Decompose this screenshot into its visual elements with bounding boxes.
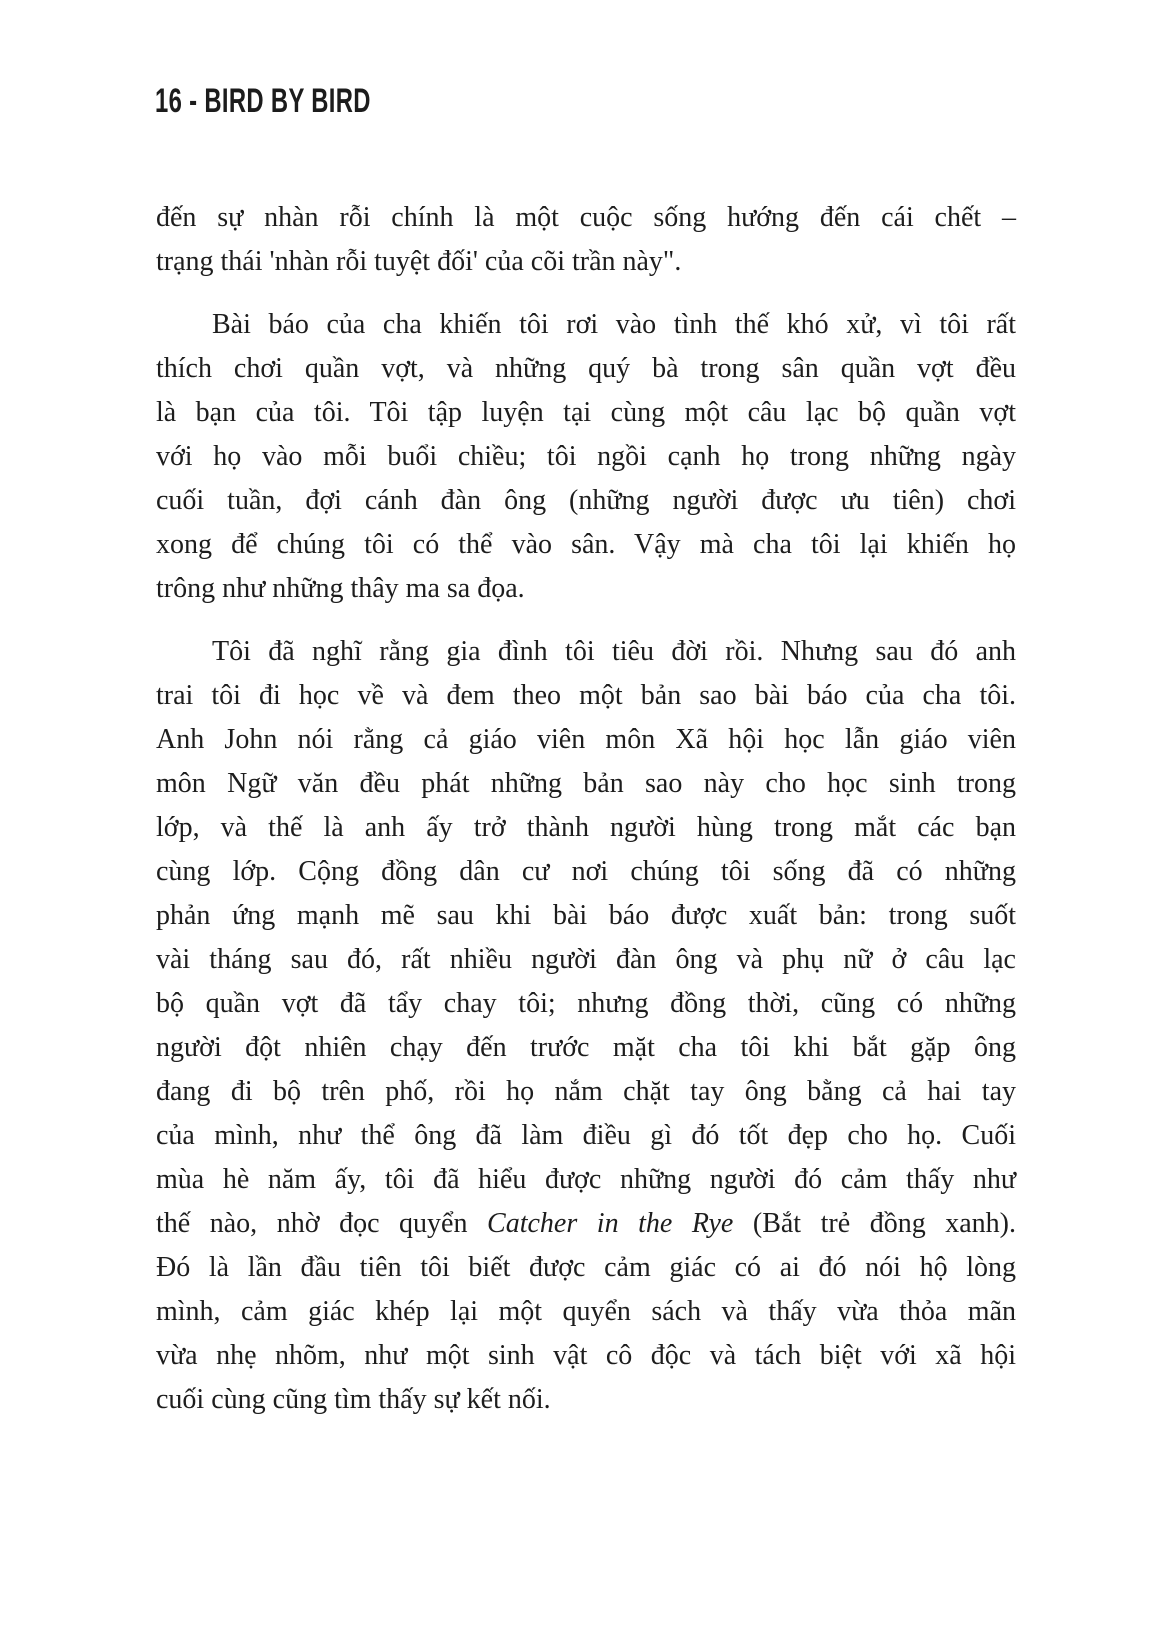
text-line <box>156 240 1016 284</box>
text-line <box>156 674 1016 718</box>
text-segment: với họ vào mỗi buổi chiều; tôi ngồi cạnh họ trong những ngày <box>156 441 1016 472</box>
text-segment: trai tôi đi học về và đem theo một bản sao bài báo của cha tôi. <box>156 680 1016 711</box>
text-segment: phản ứng mạnh mẽ sau khi bài báo được xuất bản: trong suốt <box>156 900 1016 931</box>
text-segment: đến sự nhàn rỗi chính là một cuộc sống hướng đến cái chết – <box>156 202 1016 233</box>
text-segment: Đó là lần đầu tiên tôi biết được cảm giác có ai đó nói hộ lòng <box>156 1252 1016 1283</box>
text-line <box>156 1378 1016 1422</box>
text-segment: thế nào, nhờ đọc quyển <box>156 1208 488 1239</box>
page-header <box>155 82 371 121</box>
page-number-and-book-title: 16 - BIRD BY BIRD <box>155 82 371 120</box>
text-segment: là bạn của tôi. Tôi tập luyện tại cùng một câu lạc bộ quần vợt <box>156 397 1016 428</box>
paragraph <box>156 303 1016 611</box>
text-line <box>156 1114 1016 1158</box>
text-segment: trạng thái 'nhàn rỗi tuyệt đối' của cõi trần này". <box>156 246 682 277</box>
text-segment: mình, cảm giác khép lại một quyển sách và thấy vừa thỏa mãn <box>156 1296 1016 1327</box>
text-line <box>156 806 1016 850</box>
text-segment: vài tháng sau đó, rất nhiều người đàn ông và phụ nữ ở câu lạc <box>156 944 1016 975</box>
text-segment: xong để chúng tôi có thể vào sân. Vậy mà cha tôi lại khiến họ <box>156 529 1016 560</box>
paragraph <box>156 196 1016 284</box>
text-segment: trông như những thây ma sa đọa. <box>156 573 525 604</box>
text-line <box>156 523 1016 567</box>
text-segment: người đột nhiên chạy đến trước mặt cha tôi khi bắt gặp ông <box>156 1032 1016 1063</box>
text-line <box>156 479 1016 523</box>
text-line <box>156 1290 1016 1334</box>
text-line <box>156 718 1016 762</box>
text-segment: thích chơi quần vợt, và những quý bà trong sân quần vợt đều <box>156 353 1016 384</box>
text-segment: cuối cùng cũng tìm thấy sự kết nối. <box>156 1384 551 1415</box>
text-line <box>156 938 1016 982</box>
text-segment: lớp, và thế là anh ấy trở thành người hùng trong mắt các bạn <box>156 812 1016 843</box>
text-segment: Anh John nói rằng cả giáo viên môn Xã hội học lẫn giáo viên <box>156 724 1016 755</box>
body-text <box>156 196 1016 1422</box>
text-line <box>156 982 1016 1026</box>
text-line <box>156 435 1016 479</box>
text-line <box>156 567 1016 611</box>
text-line <box>156 347 1016 391</box>
text-segment: mùa hè năm ấy, tôi đã hiểu được những người đó cảm thấy như <box>156 1164 1016 1195</box>
text-segment: môn Ngữ văn đều phát những bản sao này cho học sinh trong <box>156 768 1016 799</box>
text-line <box>156 1334 1016 1378</box>
text-line <box>156 1070 1016 1114</box>
text-line <box>156 894 1016 938</box>
text-line <box>156 630 1016 674</box>
book-title-italic: Catcher in the Rye <box>487 1208 734 1239</box>
text-line <box>156 196 1016 240</box>
paragraph <box>156 630 1016 1422</box>
text-line <box>156 1026 1016 1070</box>
text-line <box>156 1158 1016 1202</box>
text-segment: cuối tuần, đợi cánh đàn ông (những người được ưu tiên) chơi <box>156 485 1016 516</box>
text-segment: vừa nhẹ nhõm, như một sinh vật cô độc và tách biệt với xã hội <box>156 1340 1016 1371</box>
text-segment: Tôi đã nghĩ rằng gia đình tôi tiêu đời rồi. Nhưng sau đó anh <box>212 636 1016 667</box>
text-segment: Bài báo của cha khiến tôi rơi vào tình thế khó xử, vì tôi rất <box>212 309 1016 340</box>
text-line <box>156 303 1016 347</box>
text-line <box>156 1202 1016 1246</box>
text-line <box>156 1246 1016 1290</box>
text-segment: (Bắt trẻ đồng xanh). <box>733 1208 1017 1239</box>
text-line <box>156 391 1016 435</box>
text-segment: cùng lớp. Cộng đồng dân cư nơi chúng tôi sống đã có những <box>156 856 1016 887</box>
text-segment: đang đi bộ trên phố, rồi họ nắm chặt tay ông bằng cả hai tay <box>156 1076 1016 1107</box>
text-line <box>156 850 1016 894</box>
text-segment: bộ quần vợt đã tẩy chay tôi; nhưng đồng thời, cũng có những <box>156 988 1016 1019</box>
text-line <box>156 762 1016 806</box>
text-segment: của mình, như thể ông đã làm điều gì đó tốt đẹp cho họ. Cuối <box>156 1120 1016 1151</box>
